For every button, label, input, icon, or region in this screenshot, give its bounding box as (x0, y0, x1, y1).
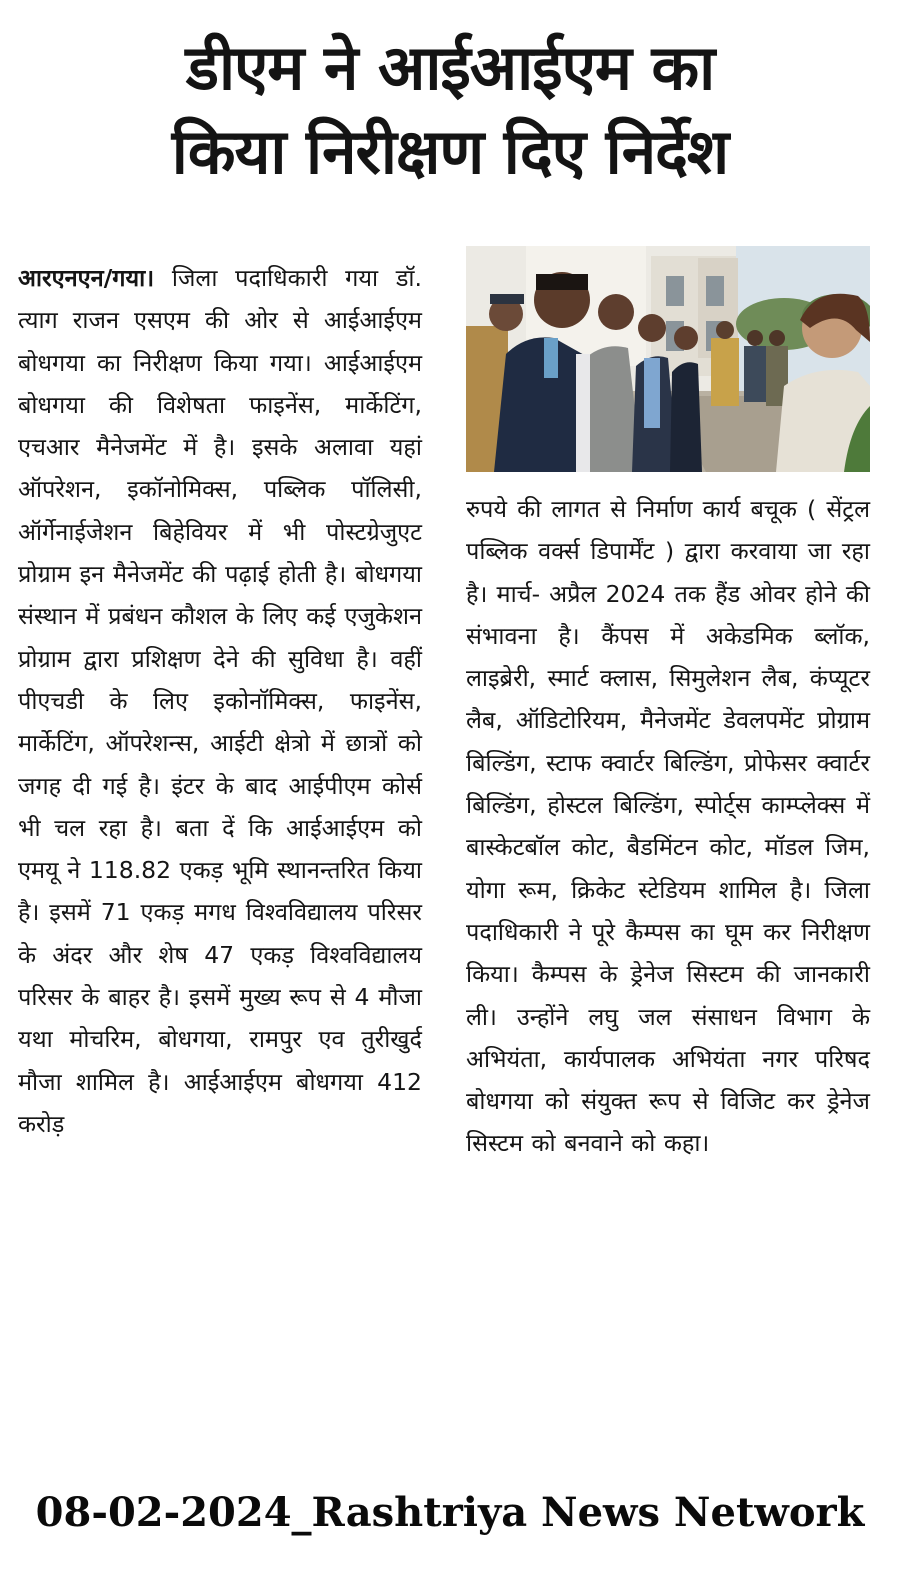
headline (20, 26, 880, 194)
headline-line-2: किया निरीक्षण दिए निर्देश (171, 115, 729, 188)
headline-line-1: डीएम ने आईआईएम का (185, 31, 715, 104)
article-right-column: रुपये की लागत से निर्माण कार्य बचूक ( सेंट्रल पब्लिक वर्क्स डिपार्मेंट ) द्वारा करवाया जा रहा है। मार्च- अप्रैल 2024 तक हैंड ओवर होने की संभावना है। कैंपस में अकेडमिक ब्लॉक, लाइब्रेरी, स्मार्ट क्लास, सिमुलेशन लैब, कंप्यूटर लैब, ऑडिटोरियम, मैनेजमेंट डेवलपमेंट प्रोग्राम बिल्डिंग, स्टाफ क्वार्टर बिल्डिंग, प्रोफेसर क्वार्टर बिल्डिंग, होस्टल बिल्डिंग, स्पोर्ट्स काम्प्लेक्स में बास्केटबॉल कोट, बैडमिंटन कोट, मॉडल जिम, योगा रूम, क्रिकेट स्टेडियम शामिल है। जिला पदाधिकारी ने पूरे कैम्पस का घूम कर निरीक्षण किया। कैम्पस के ड्रेनेज सिस्टम की जानकारी ली। उन्होंने लघु जल संसाधन विभाग के अभियंता, कार्यपालक अभियंता नगर परिषद बोधगया को संयुक्त रूप से विजिट कर ड्रेनेज सिस्टम को बनवाने को कहा। (466, 495, 870, 1158)
left-column-text: जिला पदाधिकारी गया डॉ. त्याग राजन एसएम की ओर से आईआईएम बोधगया का निरीक्षण किया गया। आईआईएम बोधगया की विशेषता फाइनेंस, मार्केटिंग, एचआर मैनेजमेंट में है। इसके अलावा यहां ऑपरेशन, इकॉनोमिक्स, पब्लिक पॉलिसी, ऑर्गेनाईजेशन बिहेवियर में भी पोस्टग्रेजुएट प्रोग्राम इन मैनेजमेंट की पढ़ाई होती है। बोधगया संस्थान में प्रबंधन कौशल के लिए कई एजुकेशन प्रोग्राम द्वारा प्रशिक्षण देने की सुविधा है। वहीं पीएचडी के लिए इकोनॉमिक्स, फाइनेंस, मार्केटिंग, ऑपरेशन्स, आईटी क्षेत्रो में छात्रों को जगह दी गई है। इंटर के बाद आईपीएम कोर्स भी चल रहा है। बता दें कि आईआईएम को एमयू ने 118.82 एकड़ भूमि स्थानन्तरित किया है। इसमें 71 एकड़ मगध विश्वविद्यालय परिसर के अंदर और शेष 47 एकड़ विश्वविद्यालय परिसर के बाहर है। इसमें मुख्य रूप से 4 मौजा यथा मोचरिम, बोधगया, रामपुर एव तुरीखुर्द मौजा शामिल है। आईआईएम बोधगया 412 करोड़ (18, 264, 422, 1138)
article-left-column (18, 257, 422, 1145)
dateline: आरएनएन/गया। (18, 264, 155, 292)
news-photo (466, 246, 870, 472)
footer-credit: 08-02-2024_Rashtriya News Network (35, 1489, 865, 1536)
